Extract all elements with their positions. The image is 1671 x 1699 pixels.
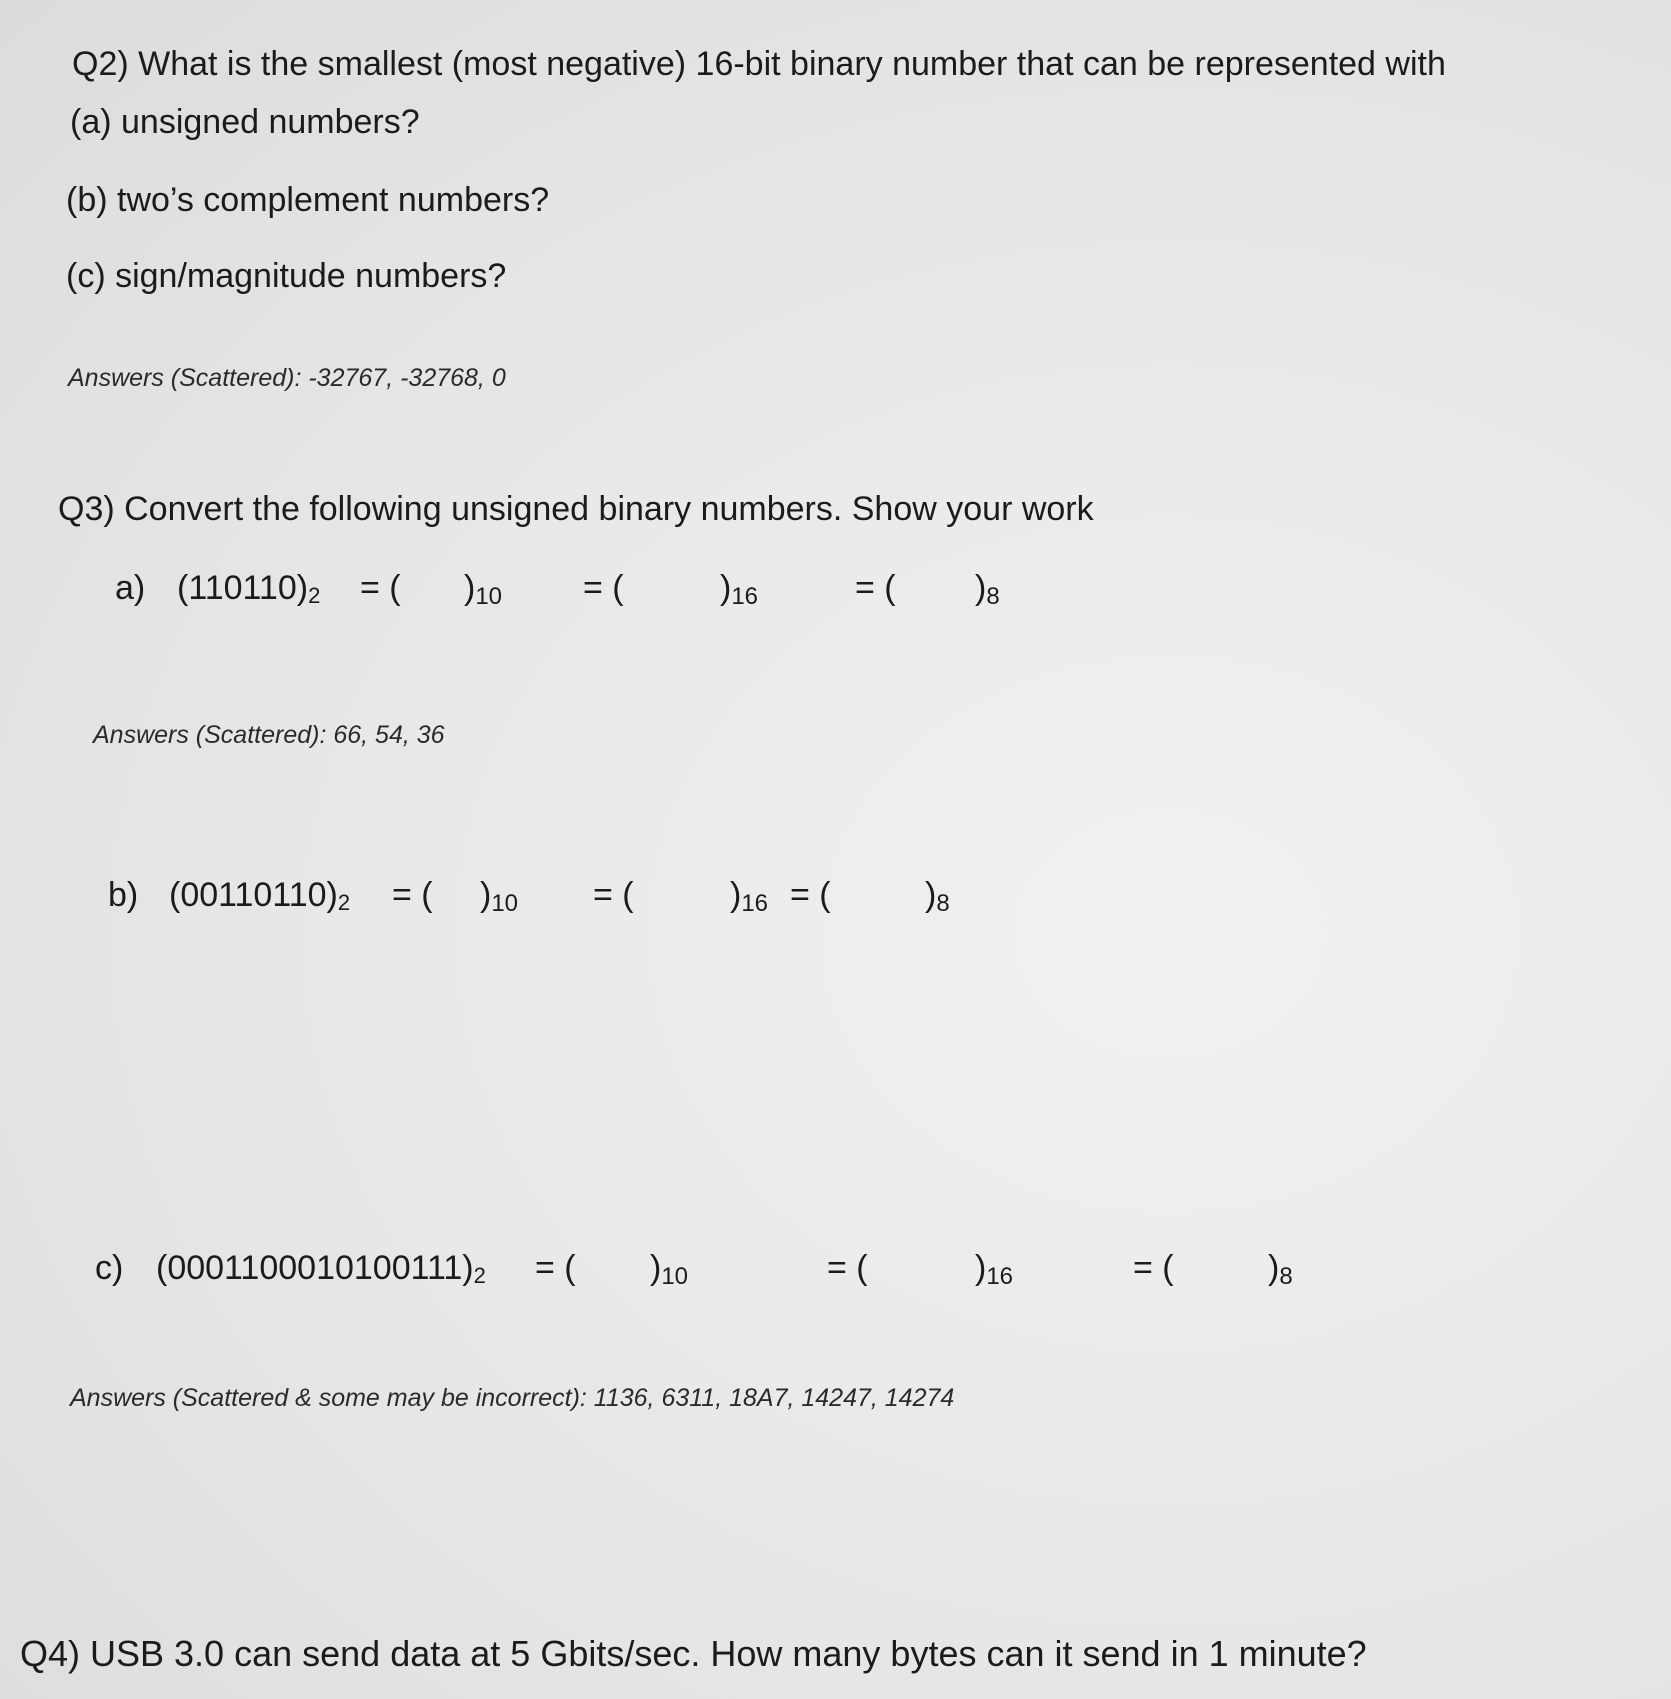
q3-c-conversion	[0, 1248, 1671, 1292]
q3-b-equals-1: = (	[392, 876, 433, 914]
q3-a-base10: )10	[464, 569, 503, 610]
q3-c-number: $(0001100010100111)_2$	[156, 1249, 486, 1288]
q3-c-base8: )8	[1268, 1249, 1293, 1290]
q3-c-equals-3: = (	[1133, 1249, 1174, 1287]
q3-b-equals-3: = (	[790, 876, 831, 914]
q3-a-answers: Answers (Scattered): 66, 54, 36	[93, 721, 445, 749]
q3-b-equals-2: = (	[593, 876, 634, 914]
q3-question: Q3) Convert the following unsigned binary numbers. Show your work	[58, 490, 1094, 528]
q3-c-base16: )16	[975, 1249, 1014, 1290]
q3-b-label: b)	[108, 876, 139, 914]
q3-a-equals-3: = (	[855, 569, 896, 607]
q3-b-base16: )16	[730, 876, 769, 917]
q2-question: Q2) What is the smallest (most negative) 16-bit binary number that can be represented with	[72, 45, 1446, 83]
q3-a-equals-2: = (	[583, 569, 624, 607]
q3-b-conversion	[0, 875, 1671, 919]
q3-c-base10: )10	[650, 1249, 689, 1290]
q2-part-c: (c) sign/magnitude numbers?	[66, 257, 507, 295]
q3-b-base8: )8	[925, 876, 950, 917]
q2-part-b: (b) two’s complement numbers?	[66, 181, 550, 219]
q3-a-equals-1: = (	[360, 569, 401, 607]
q3-a-base8: )8	[975, 569, 1000, 610]
q3-b-number: $(00110110)_2$	[169, 876, 351, 915]
q2-answers: Answers (Scattered): -32767, -32768, 0	[68, 364, 506, 392]
q3-b-base10: )10	[480, 876, 519, 917]
q3-c-answers: Answers (Scattered & some may be incorrect): 1136, 6311, 18A7, 14247, 14274	[70, 1384, 955, 1412]
q4-question: Q4) USB 3.0 can send data at 5 Gbits/sec. How many bytes can it send in 1 minute?	[20, 1633, 1367, 1674]
q3-a-base16: )16	[720, 569, 759, 610]
q3-a-label: a)	[115, 569, 146, 607]
q3-a-conversion	[0, 568, 1671, 612]
q3-c-label: c)	[95, 1249, 124, 1287]
q3-c-equals-1: = (	[535, 1249, 576, 1287]
q2-part-a: (a) unsigned numbers?	[70, 103, 420, 141]
q3-a-number: $(110110)_2$	[177, 569, 321, 608]
q3-c-equals-2: = (	[827, 1249, 868, 1287]
